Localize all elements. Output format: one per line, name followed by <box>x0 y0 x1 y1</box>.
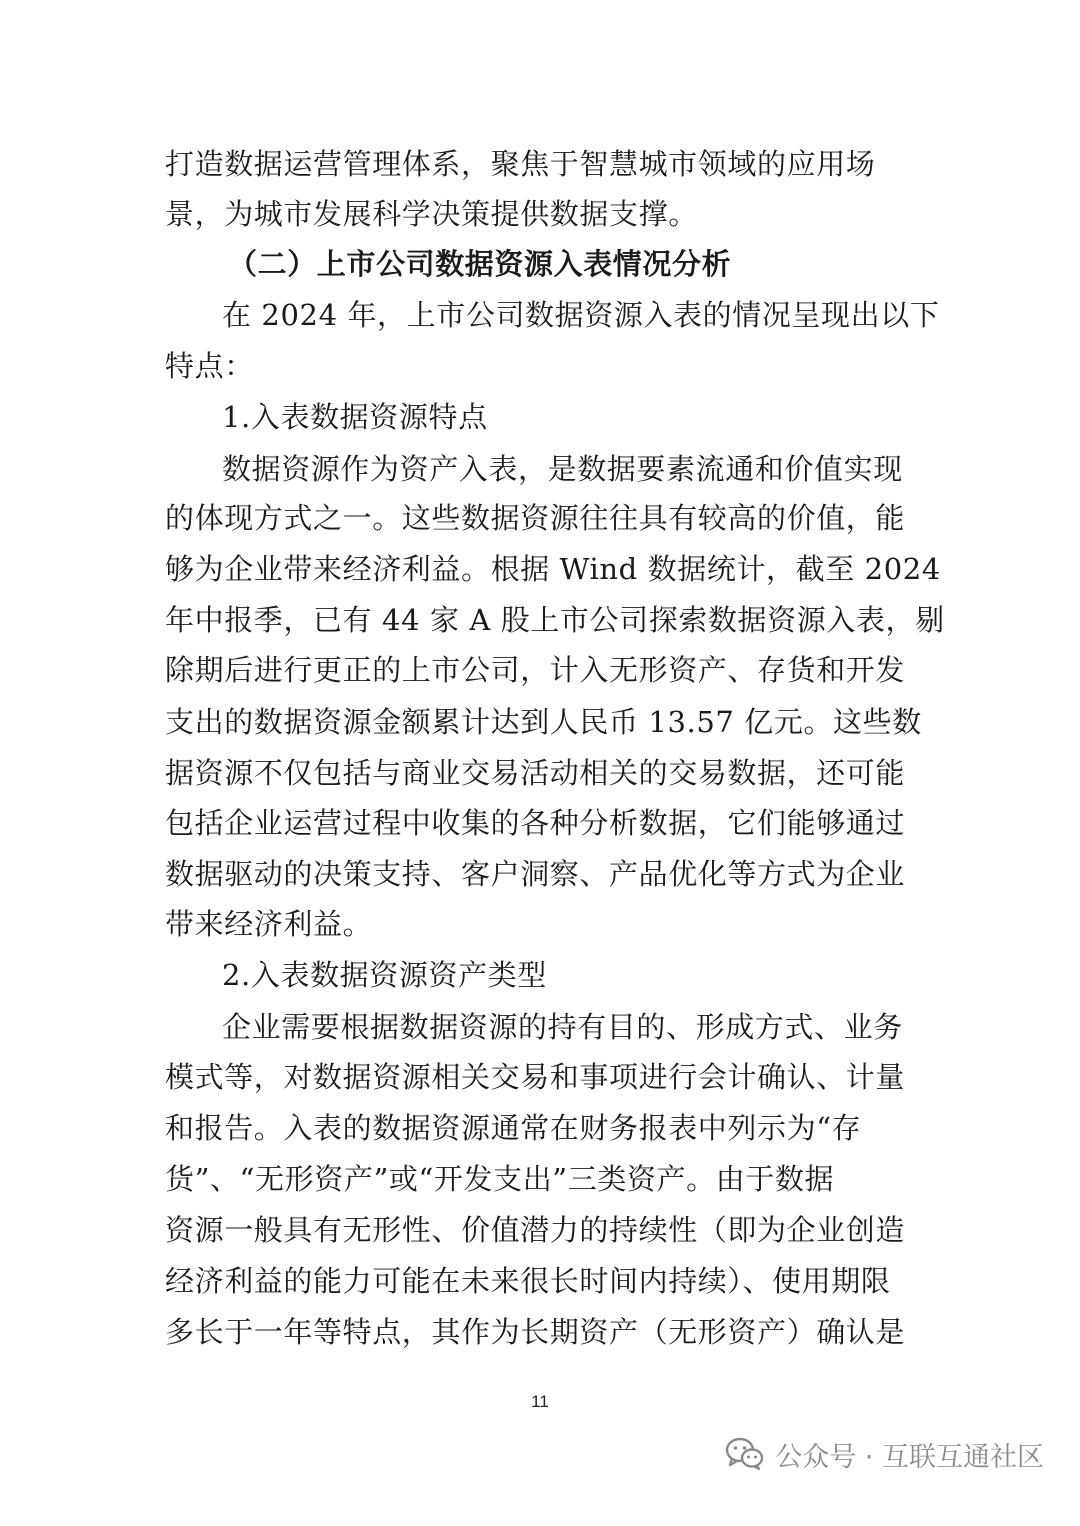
paragraph-line: 企业需要根据数据资源的持有目的、形成方式、业务 <box>222 1010 903 1044</box>
paragraph-line: 的体现方式之一。这些数据资源往往具有较高的价值，能 <box>165 501 906 535</box>
paragraph-line: 带来经济利益。 <box>165 907 373 941</box>
paragraph-line: 打造数据运营管理体系，聚焦于智慧城市领域的应用场 <box>165 147 876 181</box>
watermark-text: 公众号 · 互联互通社区 <box>775 1441 1044 1473</box>
paragraph-line: 模式等，对数据资源相关交易和事项进行会计确认、计量 <box>165 1060 906 1094</box>
paragraph-line: 景，为城市发展科学决策提供数据支撑。 <box>165 197 698 231</box>
paragraph-line: 除期后进行更正的上市公司，计入无形资产、存货和开发 <box>165 653 906 687</box>
paragraph-line: 包括企业运营过程中收集的各种分析数据，它们能够通过 <box>165 806 906 840</box>
paragraph-line: 和报告。入表的数据资源通常在财务报表中列示为“存 <box>165 1111 862 1145</box>
paragraph-line: 年中报季，已有 44 家 A 股上市公司探索数据资源入表，剔 <box>165 603 945 637</box>
page-number: 11 <box>531 1392 549 1411</box>
paragraph-line: 够为企业带来经济利益。根据 Wind 数据统计，截至 2024 <box>165 552 941 586</box>
paragraph-line: 资源一般具有无形性、价值潜力的持续性（即为企业创造 <box>165 1213 906 1247</box>
paragraph-line: 经济利益的能力可能在未来很长时间内持续）、使用期限 <box>165 1264 891 1298</box>
paragraph-line: 数据驱动的决策支持、客户洞察、产品优化等方式为企业 <box>165 857 906 891</box>
paragraph-line: 支出的数据资源金额累计达到人民币 13.57 亿元。这些数 <box>165 705 922 739</box>
section-heading: （二）上市公司数据资源入表情况分析 <box>228 247 732 281</box>
paragraph-line: 据资源不仅包括与商业交易活动相关的交易数据，还可能 <box>165 756 906 790</box>
paragraph-line: 在 2024 年，上市公司数据资源入表的情况呈现出以下 <box>222 298 940 332</box>
watermark <box>725 1432 1044 1476</box>
paragraph-line: 数据资源作为资产入表，是数据要素流通和价值实现 <box>222 452 903 486</box>
subsection-heading: 2.入表数据资源资产类型 <box>222 958 547 992</box>
paragraph-line: 特点： <box>165 349 254 383</box>
paragraph-line: 多长于一年等特点，其作为长期资产（无形资产）确认是 <box>165 1315 906 1349</box>
subsection-heading: 1.入表数据资源特点 <box>222 400 488 434</box>
wechat-icon <box>725 1437 765 1471</box>
paragraph-line: 货”、“无形资产”或“开发支出”三类资产。由于数据 <box>165 1162 835 1196</box>
